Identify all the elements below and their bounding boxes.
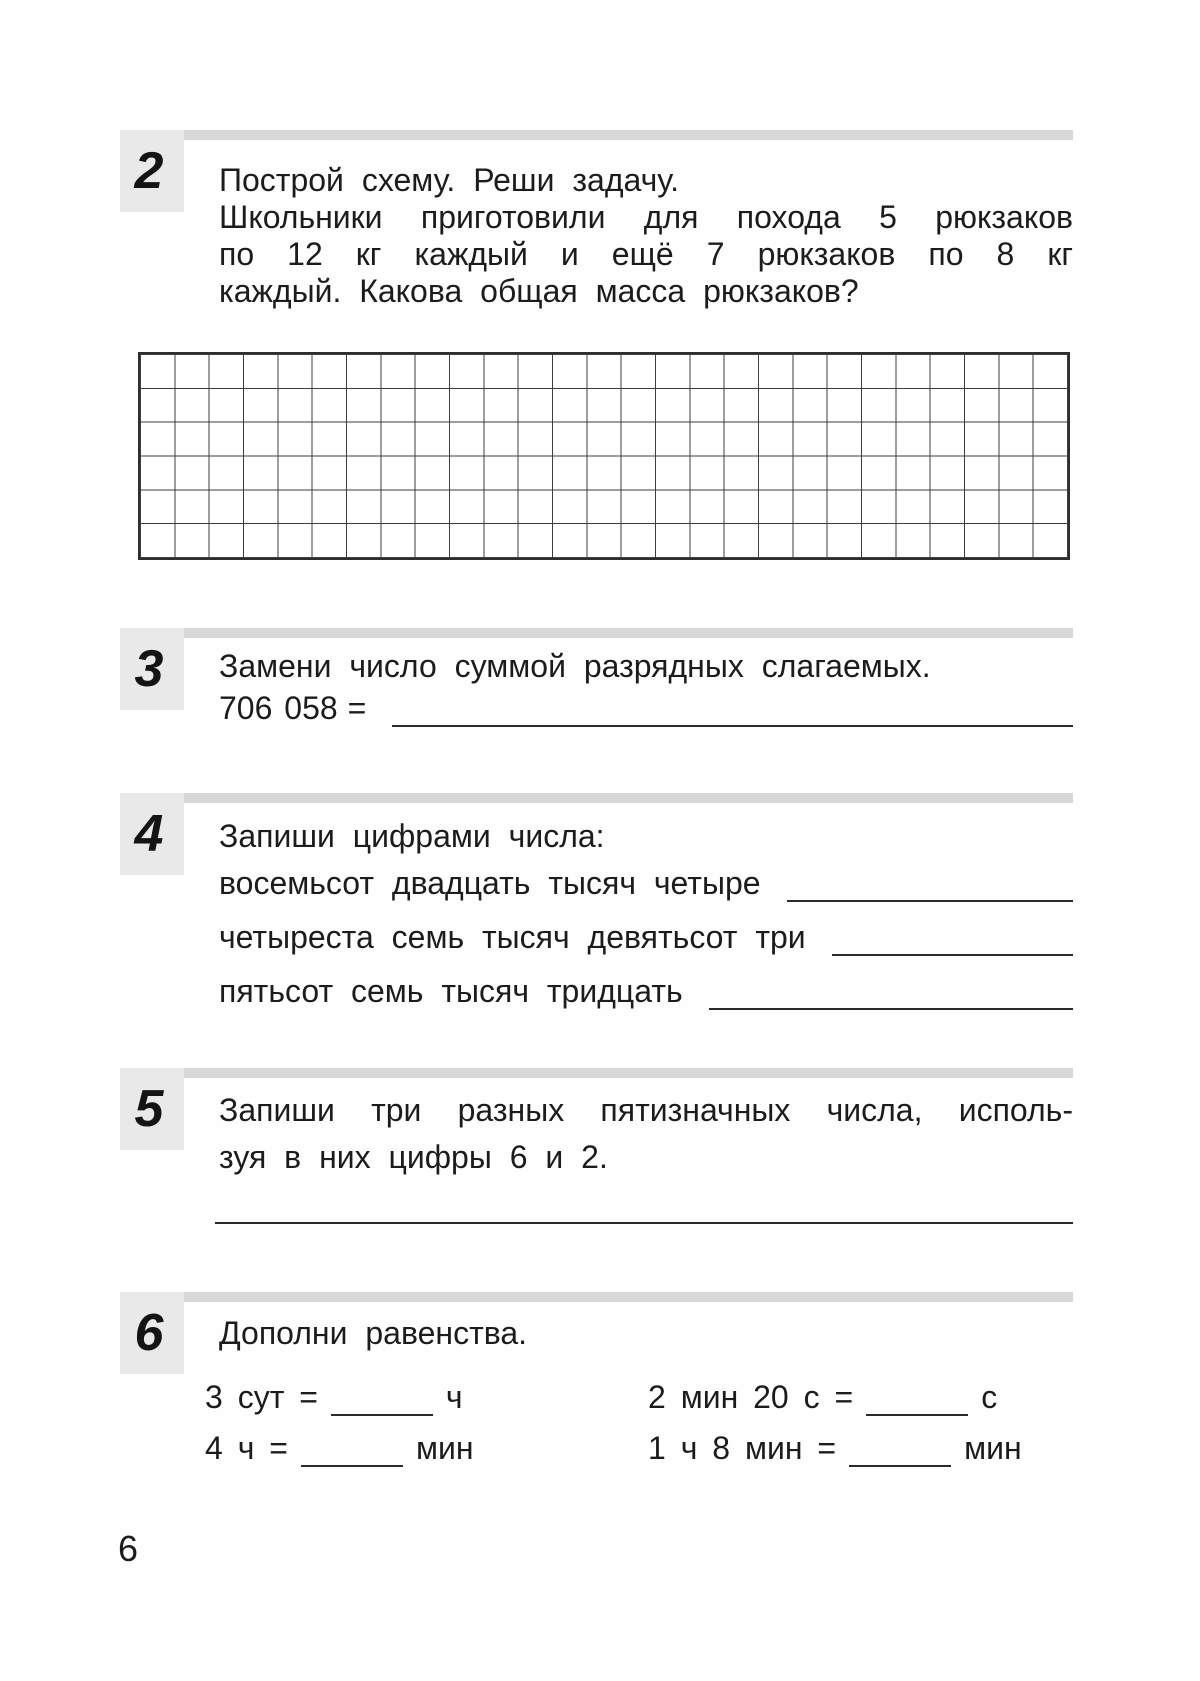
answer-blank-item-1 — [787, 865, 1073, 902]
task-4-item-1-row — [219, 865, 1073, 902]
task-2-line-4: каждый. Какова общая масса рюкзаков? — [219, 273, 859, 309]
task-4-item-3: пятьсот семь тысяч тридцать — [219, 973, 683, 1009]
task-5-number: 5 — [134, 1080, 164, 1138]
task-6-eq-1-left: 3 сут = — [205, 1379, 318, 1415]
task-6-eq-2-unit: с — [981, 1379, 998, 1415]
answer-blank-eq-4 — [849, 1435, 951, 1467]
task-2-line-1: Построй схему. Реши задачу. — [219, 162, 679, 198]
task-5-header-bar — [120, 1068, 1073, 1078]
task-6-eq-1-unit: ч — [445, 1379, 463, 1415]
task-2-number-badge — [120, 130, 184, 212]
task-3-expression: 706 058 — [219, 690, 338, 726]
task-6-eq-4-left: 1 ч 8 мин = — [648, 1430, 837, 1466]
task-4-header-bar — [120, 793, 1073, 803]
task-6-eq-3-unit: мин — [415, 1430, 474, 1466]
task-2-number: 2 — [134, 142, 164, 200]
task-3-header-bar — [120, 628, 1073, 638]
squared-working-grid — [138, 352, 1070, 560]
answer-blank-item-3 — [709, 973, 1073, 1010]
answer-blank-task-5 — [215, 1222, 1073, 1224]
task-3-number-badge — [120, 628, 184, 710]
task-6-number: 6 — [134, 1304, 164, 1362]
task-6-eq-3-left: 4 ч = — [205, 1430, 288, 1466]
task-6-eq-3 — [205, 1430, 473, 1467]
answer-blank-eq-1 — [331, 1384, 433, 1416]
page-number: 6 — [118, 1528, 139, 1569]
task-2-line-3: по 12 кг каждый и ещё 7 рюкзаков по 8 кг — [219, 236, 1073, 272]
answer-blank-item-2 — [832, 919, 1073, 956]
task-6-eq-2-left: 2 мин 20 с = — [648, 1379, 854, 1415]
answer-blank-eq-3 — [301, 1435, 403, 1467]
task-6-line-1: Дополни равенства. — [219, 1315, 528, 1351]
task-5-line-2: зуя в них цифры 6 и 2. — [219, 1139, 608, 1175]
task-6-eq-1 — [205, 1379, 463, 1416]
task-5-line-1: Запиши три разных пятизначных числа, исполь- — [219, 1092, 1073, 1128]
task-6-eq-4-unit: мин — [964, 1430, 1022, 1466]
task-3-equation-row — [219, 690, 1073, 727]
task-4-number: 4 — [134, 805, 164, 863]
task-4-line-1: Запиши цифрами числа: — [219, 818, 605, 854]
task-5-number-badge — [120, 1068, 184, 1150]
task-3-number: 3 — [134, 640, 164, 698]
task-6-eq-2 — [648, 1379, 997, 1416]
task-2-line-2: Школьники приготовили для похода 5 рюкзаков — [219, 199, 1073, 235]
task-4-item-2: четыреста семь тысяч девятьсот три — [219, 919, 806, 955]
task-3-equals-sign: = — [347, 690, 367, 726]
task-4-item-2-row — [219, 919, 1073, 956]
task-3-line-1: Замени число суммой разрядных слагаемых. — [219, 648, 931, 684]
task-2-header-bar — [120, 130, 1073, 140]
task-6-number-badge — [120, 1292, 184, 1374]
answer-blank-eq-2 — [866, 1384, 968, 1416]
task-6-eq-4 — [648, 1430, 1022, 1467]
task-4-item-1: восемьсот двадцать тысяч четыре — [219, 865, 761, 901]
task-2-text — [219, 162, 1073, 310]
task-4-item-3-row — [219, 973, 1073, 1010]
task-6-header-bar — [120, 1292, 1073, 1302]
answer-blank-706058 — [392, 690, 1073, 727]
task-4-number-badge — [120, 793, 184, 875]
